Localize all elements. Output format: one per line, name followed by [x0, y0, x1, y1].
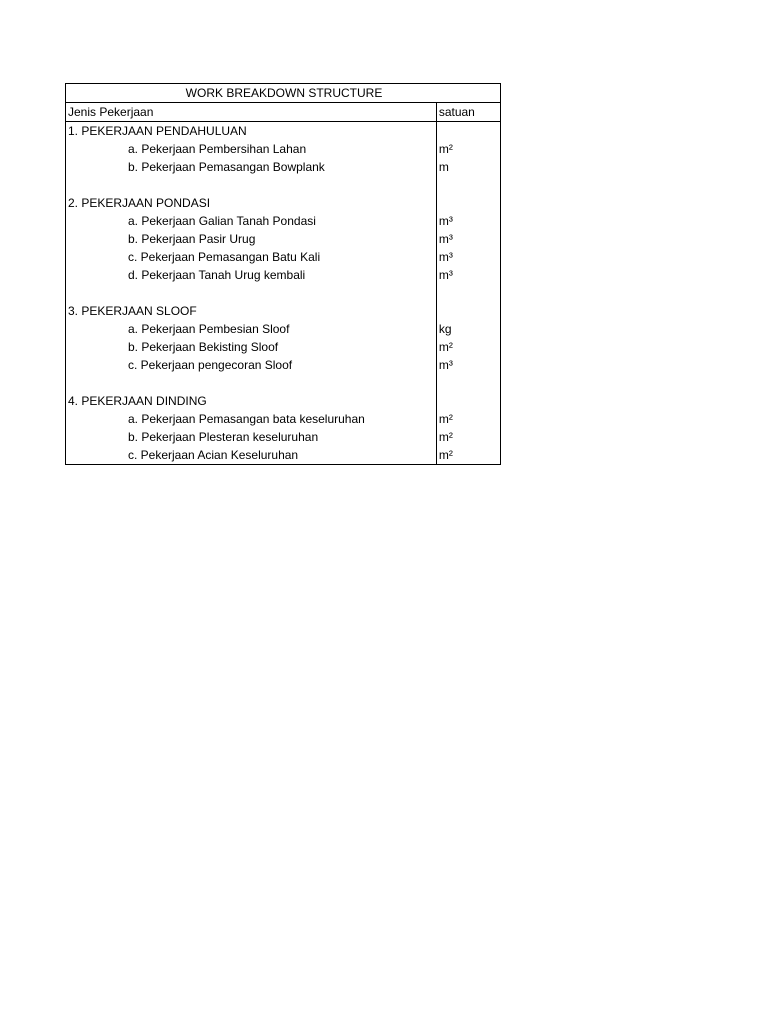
- item-label: b. Pekerjaan Plesteran keseluruhan: [66, 428, 437, 446]
- spacer-cell: [66, 284, 437, 302]
- spacer-cell: [66, 176, 437, 194]
- item-label: d. Pekerjaan Tanah Urug kembali: [66, 266, 437, 284]
- item-unit: m²: [436, 446, 500, 465]
- item-unit: m²: [436, 338, 500, 356]
- header-row: [66, 103, 501, 122]
- item-unit: m²: [436, 428, 500, 446]
- item-unit: m³: [436, 248, 500, 266]
- section-unit-cell: [436, 392, 500, 410]
- section-row: [66, 302, 501, 320]
- section-title: 3. PEKERJAAN SLOOF: [66, 302, 437, 320]
- item-label: a. Pekerjaan Pembesian Sloof: [66, 320, 437, 338]
- table-row: [66, 356, 501, 374]
- spacer-cell: [436, 374, 500, 392]
- item-unit: m³: [436, 212, 500, 230]
- section-row: [66, 194, 501, 212]
- table-row: [66, 158, 501, 176]
- title-row: [66, 84, 501, 103]
- section-row: [66, 122, 501, 141]
- item-label: b. Pekerjaan Pemasangan Bowplank: [66, 158, 437, 176]
- section-title: 1. PEKERJAAN PENDAHULUAN: [66, 122, 437, 141]
- spacer-row: [66, 284, 501, 302]
- item-label: a. Pekerjaan Pembersihan Lahan: [66, 140, 437, 158]
- item-label: c. Pekerjaan pengecoran Sloof: [66, 356, 437, 374]
- item-unit: m: [436, 158, 500, 176]
- item-label: b. Pekerjaan Bekisting Sloof: [66, 338, 437, 356]
- item-unit: m²: [436, 410, 500, 428]
- item-unit: kg: [436, 320, 500, 338]
- section-title: 4. PEKERJAAN DINDING: [66, 392, 437, 410]
- spacer-cell: [436, 176, 500, 194]
- table-row: [66, 212, 501, 230]
- item-unit: m³: [436, 356, 500, 374]
- table-body: [66, 122, 501, 465]
- spacer-cell: [436, 284, 500, 302]
- table-row: [66, 320, 501, 338]
- spacer-row: [66, 176, 501, 194]
- item-label: c. Pekerjaan Acian Keseluruhan: [66, 446, 437, 465]
- table-title: WORK BREAKDOWN STRUCTURE: [66, 84, 501, 103]
- item-unit: m³: [436, 266, 500, 284]
- item-label: a. Pekerjaan Galian Tanah Pondasi: [66, 212, 437, 230]
- section-unit-cell: [436, 194, 500, 212]
- section-row: [66, 392, 501, 410]
- table-row: [66, 248, 501, 266]
- item-unit: m²: [436, 140, 500, 158]
- section-unit-cell: [436, 302, 500, 320]
- item-label: a. Pekerjaan Pemasangan bata keseluruhan: [66, 410, 437, 428]
- table-row: [66, 266, 501, 284]
- wbs-table: [65, 83, 501, 465]
- section-title: 2. PEKERJAAN PONDASI: [66, 194, 437, 212]
- table-row: [66, 230, 501, 248]
- table-row: [66, 410, 501, 428]
- spacer-cell: [66, 374, 437, 392]
- item-label: b. Pekerjaan Pasir Urug: [66, 230, 437, 248]
- item-unit: m³: [436, 230, 500, 248]
- section-unit-cell: [436, 122, 500, 141]
- item-label: c. Pekerjaan Pemasangan Batu Kali: [66, 248, 437, 266]
- table-row: [66, 338, 501, 356]
- table-row: [66, 446, 501, 465]
- header-unit: satuan: [436, 103, 500, 122]
- table-row: [66, 140, 501, 158]
- spacer-row: [66, 374, 501, 392]
- header-job: Jenis Pekerjaan: [66, 103, 437, 122]
- table-row: [66, 428, 501, 446]
